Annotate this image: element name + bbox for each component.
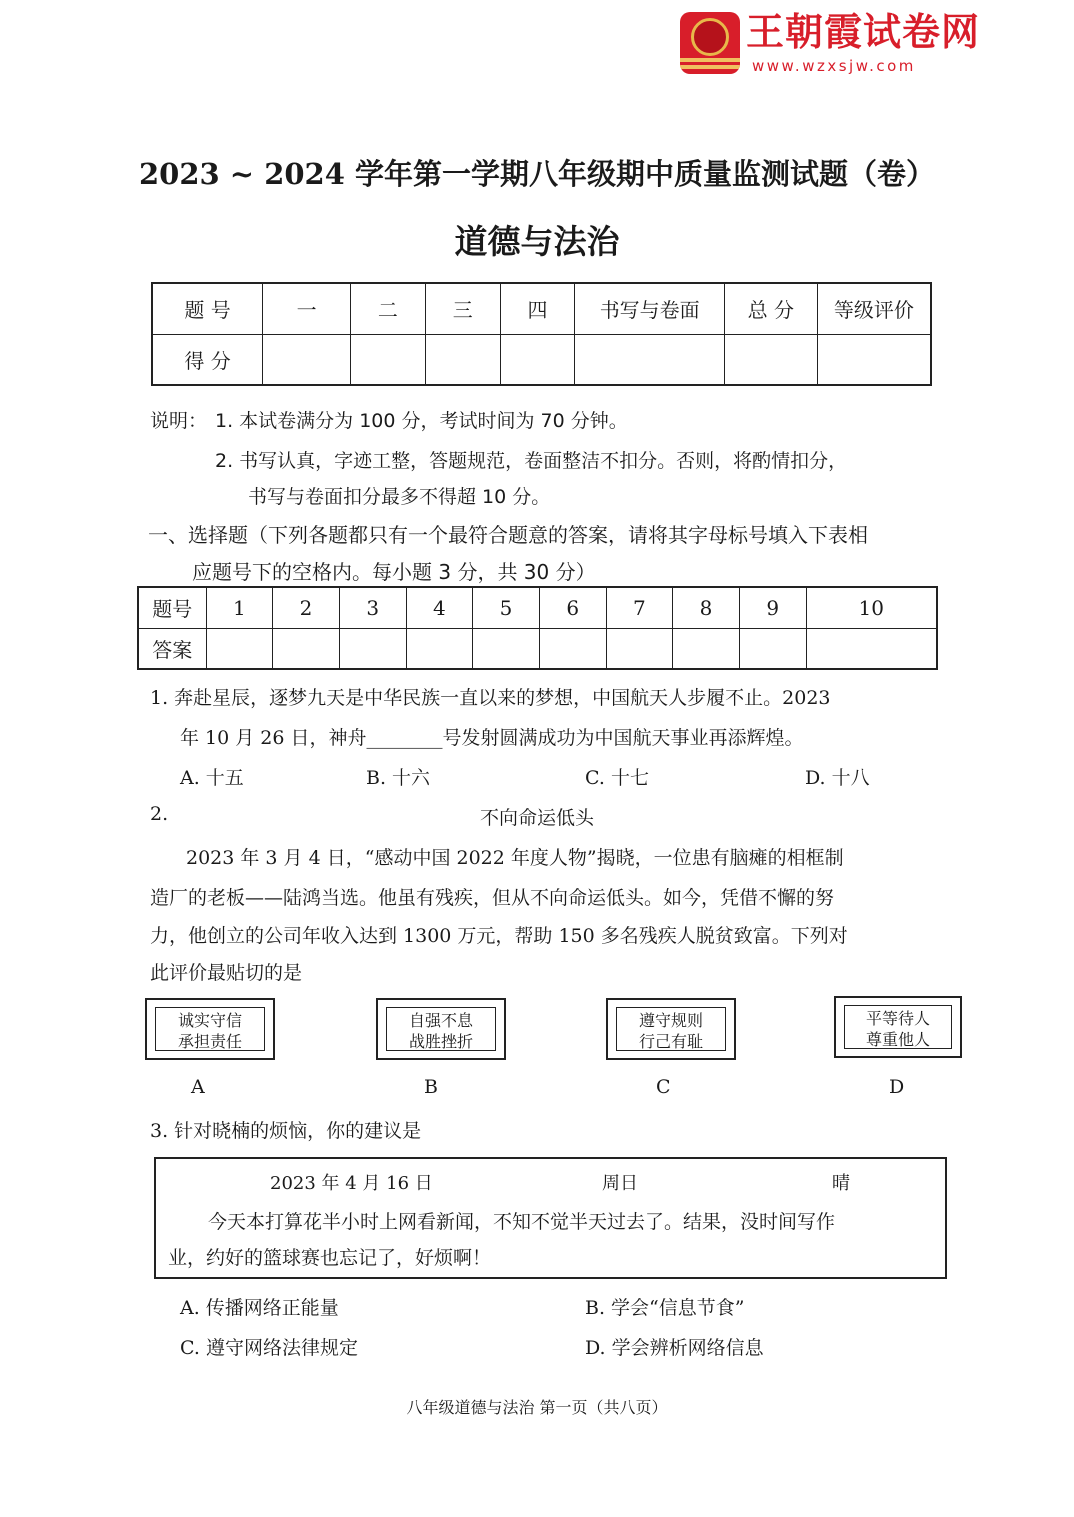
site-logo bbox=[680, 10, 990, 76]
q3-option-b: B. 学会“信息节食” bbox=[585, 1297, 745, 1319]
table-row bbox=[152, 283, 931, 334]
question-number-cell: 3 bbox=[339, 587, 406, 628]
answer-cell[interactable] bbox=[339, 628, 406, 669]
question-number-cell: 5 bbox=[473, 587, 540, 628]
question-number-cell: 2 bbox=[273, 587, 340, 628]
row-label: 得 分 bbox=[152, 334, 263, 385]
header-cell: 一 bbox=[263, 283, 351, 334]
choice-text: 尊重他人 bbox=[865, 1030, 930, 1049]
score-cell bbox=[575, 334, 725, 385]
answer-cell[interactable] bbox=[606, 628, 673, 669]
exam-title: 2023 ~ 2024 学年第一学期八年级期中质量监测试题（卷） bbox=[138, 157, 935, 191]
note-item: 2. 书写认真，字迹工整，答题规范，卷面整洁不扣分。否则，将酌情扣分， bbox=[215, 450, 848, 472]
choice-letter: C bbox=[656, 1076, 671, 1098]
section-heading: 一、选择题（下列各题都只有一个最符合题意的答案，请将其字母标号填入下表相 bbox=[148, 523, 868, 547]
question-number-cell: 10 bbox=[806, 587, 937, 628]
diary-date: 2023 年 4 月 16 日 bbox=[270, 1173, 433, 1194]
choice-letter: D bbox=[889, 1076, 905, 1098]
section-heading-cont: 应题号下的空格内。每小题 3 分，共 30 分） bbox=[192, 560, 596, 584]
diary-line: 今天本打算花半小时上网看新闻，不知不觉半天过去了。结果，没时间写作 bbox=[208, 1211, 836, 1233]
answer-cell[interactable] bbox=[406, 628, 473, 669]
header-cell: 题号 bbox=[138, 587, 206, 628]
score-cell bbox=[724, 334, 817, 385]
note-item: 书写与卷面扣分最多不得超 10 分。 bbox=[248, 486, 551, 508]
choice-text: 承担责任 bbox=[177, 1032, 242, 1051]
diary-box bbox=[154, 1157, 947, 1279]
header-cell: 二 bbox=[350, 283, 425, 334]
q1-stem-cont: 年 10 月 26 日，神舟________号发射圆满成功为中国航天事业再添辉煌。 bbox=[180, 727, 804, 749]
question-number-cell: 9 bbox=[739, 587, 806, 628]
subject-title: 道德与法治 bbox=[454, 222, 620, 261]
q2-line: 此评价最贴切的是 bbox=[150, 962, 303, 984]
choice-text: 遵守规则 bbox=[638, 1011, 703, 1030]
choice-text: 行己有耻 bbox=[638, 1032, 703, 1051]
table-row bbox=[138, 628, 937, 669]
q3-stem: 3. 针对晓楠的烦恼，你的建议是 bbox=[150, 1120, 422, 1142]
choice-box-d bbox=[834, 996, 962, 1058]
question-number-cell: 7 bbox=[606, 587, 673, 628]
notes-label: 说明： bbox=[150, 410, 208, 432]
question-number-cell: 1 bbox=[206, 587, 273, 628]
choice-letter: A bbox=[191, 1076, 205, 1098]
header-cell: 书写与卷面 bbox=[575, 283, 725, 334]
answer-cell[interactable] bbox=[806, 628, 937, 669]
header-cell: 题 号 bbox=[152, 283, 263, 334]
score-table bbox=[151, 282, 932, 386]
header-cell: 总 分 bbox=[724, 283, 817, 334]
score-cell bbox=[425, 334, 500, 385]
answer-cell[interactable] bbox=[273, 628, 340, 669]
table-row bbox=[152, 334, 931, 385]
choice-text: 平等待人 bbox=[865, 1009, 930, 1028]
choice-text: 自强不息 bbox=[408, 1011, 473, 1030]
note-item: 1. 本试卷满分为 100 分，考试时间为 70 分钟。 bbox=[215, 410, 628, 432]
choice-box-a bbox=[145, 998, 275, 1060]
page-footer: 八年级道德与法治 第一页（共八页） bbox=[406, 1398, 668, 1417]
score-cell bbox=[263, 334, 351, 385]
header-cell: 三 bbox=[425, 283, 500, 334]
q2-line: 2023 年 3 月 4 日，“感动中国 2022 年度人物”揭晓，一位患有脑瘫的相框制 bbox=[186, 847, 844, 869]
q2-line: 力，他创立的公司年收入达到 1300 万元，帮助 150 多名残疾人脱贫致富。下列对 bbox=[150, 925, 848, 947]
logo-badge-icon bbox=[680, 12, 740, 74]
row-label: 答案 bbox=[138, 628, 206, 669]
choice-box-b bbox=[376, 998, 506, 1060]
answer-cell[interactable] bbox=[206, 628, 273, 669]
question-number-cell: 6 bbox=[539, 587, 606, 628]
header-cell: 等级评价 bbox=[817, 283, 931, 334]
score-cell bbox=[500, 334, 575, 385]
diary-weekday: 周日 bbox=[602, 1173, 638, 1194]
diary-line: 业，约好的篮球赛也忘记了，好烦啊！ bbox=[168, 1247, 492, 1269]
choice-text: 诚实守信 bbox=[177, 1011, 242, 1030]
q1-option-c: C. 十七 bbox=[585, 767, 649, 789]
choice-box-c bbox=[606, 998, 736, 1060]
q2-number: 2. bbox=[150, 803, 169, 825]
q1-option-a: A. 十五 bbox=[180, 767, 244, 789]
q3-option-c: C. 遵守网络法律规定 bbox=[180, 1337, 358, 1359]
q3-option-d: D. 学会辨析网络信息 bbox=[585, 1337, 764, 1359]
logo-name: 王朝霞试卷网 bbox=[746, 10, 981, 54]
q1-option-b: B. 十六 bbox=[366, 767, 431, 789]
question-number-cell: 8 bbox=[673, 587, 740, 628]
header-cell: 四 bbox=[500, 283, 575, 334]
choice-letter: B bbox=[424, 1076, 438, 1098]
score-cell bbox=[350, 334, 425, 385]
table-row bbox=[138, 587, 937, 628]
question-number-cell: 4 bbox=[406, 587, 473, 628]
diary-weather: 晴 bbox=[832, 1173, 850, 1194]
q3-option-a: A. 传播网络正能量 bbox=[180, 1297, 339, 1319]
q1-option-d: D. 十八 bbox=[805, 767, 870, 789]
answer-table bbox=[137, 586, 938, 670]
answer-cell[interactable] bbox=[539, 628, 606, 669]
answer-cell[interactable] bbox=[673, 628, 740, 669]
answer-cell[interactable] bbox=[473, 628, 540, 669]
q1-stem: 1. 奔赴星辰，逐梦九天是中华民族一直以来的梦想，中国航天人步履不止。2023 bbox=[150, 687, 831, 709]
logo-url: www.wzxsjw.com bbox=[752, 57, 916, 75]
score-cell bbox=[817, 334, 931, 385]
answer-cell[interactable] bbox=[739, 628, 806, 669]
q2-heading: 不向命运低头 bbox=[479, 807, 594, 829]
q2-line: 造厂的老板——陆鸿当选。他虽有残疾，但从不向命运低头。如今，凭借不懈的努 bbox=[150, 887, 835, 909]
choice-text: 战胜挫折 bbox=[408, 1032, 473, 1051]
